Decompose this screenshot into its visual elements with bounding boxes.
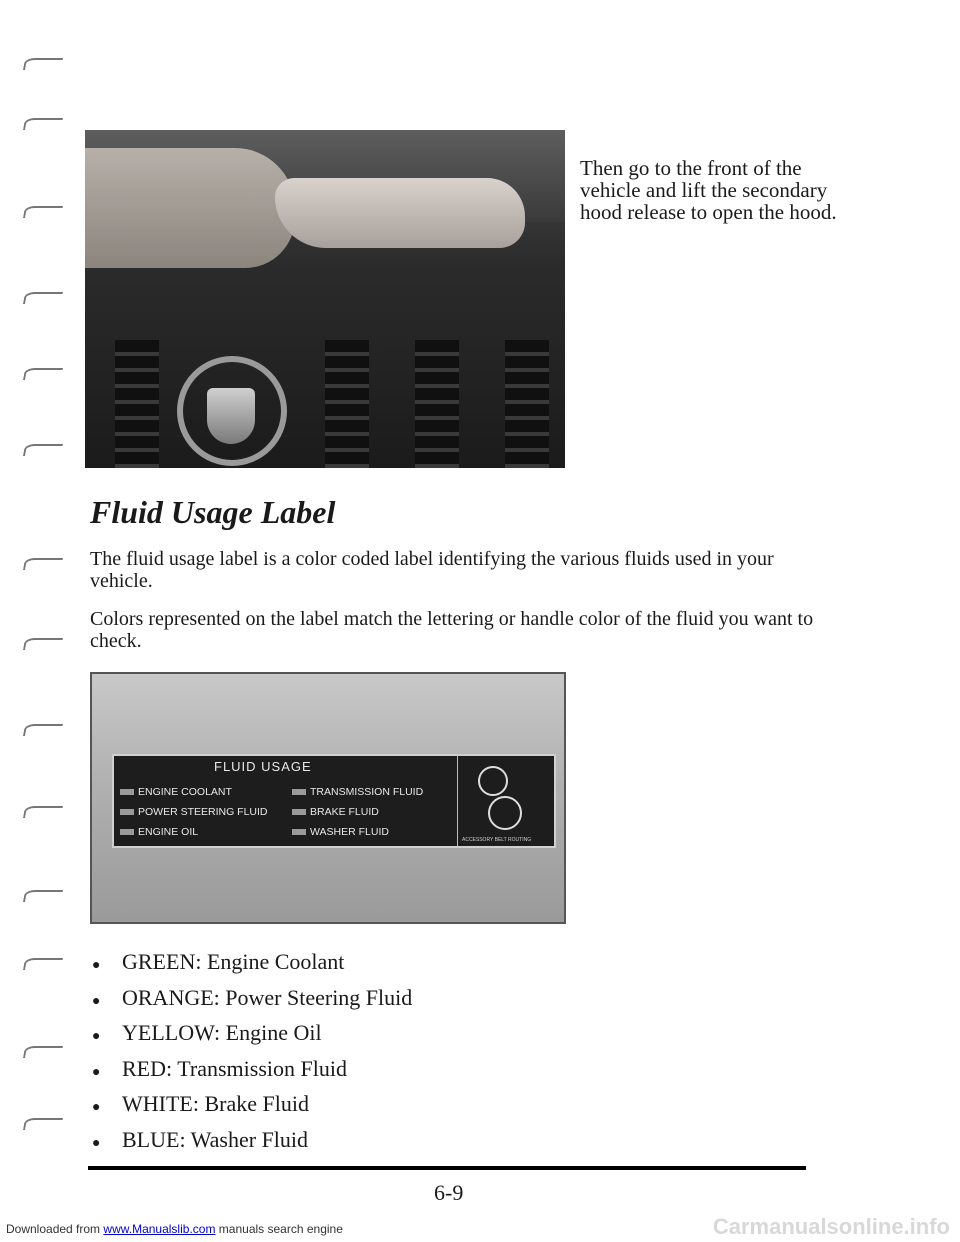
- download-note: Downloaded from www.Manualslib.com manuals search engine: [6, 1222, 343, 1236]
- bullet-icon: ●: [92, 958, 101, 973]
- margin-mark: [23, 890, 63, 902]
- watermark: Carmanualsonline.info: [712, 1214, 950, 1239]
- fluid-usage-decal: [112, 754, 556, 848]
- swatch-icon: [292, 789, 306, 795]
- hood-release-photo: [85, 130, 565, 468]
- margin-mark: [23, 444, 63, 456]
- swatch-icon: [292, 809, 306, 815]
- decal-right-column: [292, 782, 423, 842]
- list-item: ● GREEN: Engine Coolant: [92, 946, 692, 982]
- decal-entry: ENGINE COOLANT: [120, 782, 268, 802]
- grille-bar: [505, 340, 549, 468]
- paragraph-colors: Colors represented on the label match the lettering or handle color of the fluid you want to check.: [90, 608, 814, 652]
- margin-mark: [23, 958, 63, 970]
- pulley-icon: [478, 766, 508, 796]
- decal-title: FLUID USAGE: [214, 759, 312, 774]
- fluid-label-photo: [90, 672, 566, 924]
- list-item: ● YELLOW: Engine Oil: [92, 1017, 692, 1053]
- margin-mark: [23, 368, 63, 380]
- decal-entry: WASHER FLUID: [292, 822, 423, 842]
- bullet-icon: ●: [92, 1135, 101, 1151]
- paragraph-fluid-label: The fluid usage label is a color coded label identifying the various fluids used in your vehicle.: [90, 548, 774, 592]
- margin-mark: [23, 206, 63, 218]
- pulley-icon: [488, 796, 522, 830]
- list-item: ● RED: Transmission Fluid: [92, 1053, 692, 1089]
- margin-mark: [23, 724, 63, 736]
- grille-bar: [415, 340, 459, 468]
- fluid-color-list: [92, 946, 692, 1159]
- swatch-icon: [120, 829, 134, 835]
- margin-mark: [23, 558, 63, 570]
- grille-bar: [115, 340, 159, 468]
- margin-mark: [23, 292, 63, 304]
- margin-mark: [23, 1046, 63, 1058]
- list-item: ● ORANGE: Power Steering Fluid: [92, 982, 692, 1018]
- list-item: ● WHITE: Brake Fluid: [92, 1088, 692, 1124]
- section-heading: Fluid Usage Label: [90, 494, 336, 530]
- margin-mark: [23, 638, 63, 650]
- swatch-icon: [120, 809, 134, 815]
- grille-bar: [325, 340, 369, 468]
- footer-rule: [88, 1166, 806, 1170]
- page-number: 6-9: [434, 1180, 464, 1205]
- bullet-icon: ●: [92, 1064, 101, 1080]
- belt-routing-diagram: [457, 756, 554, 846]
- bullet-icon: ●: [92, 1100, 101, 1115]
- hand: [275, 178, 525, 248]
- diagram-caption: ACCESSORY BELT ROUTING: [462, 837, 532, 843]
- manualslib-link[interactable]: www.Manualslib.com: [103, 1222, 216, 1236]
- swatch-icon: [120, 789, 134, 795]
- decal-left-column: [120, 782, 268, 842]
- decal-entry: POWER STEERING FLUID: [120, 802, 268, 822]
- decal-entry: TRANSMISSION FLUID: [292, 782, 423, 802]
- margin-mark: [23, 58, 63, 70]
- bullet-icon: ●: [92, 1029, 101, 1044]
- swatch-icon: [292, 829, 306, 835]
- bullet-icon: ●: [92, 993, 101, 1009]
- sleeve: [85, 148, 295, 268]
- margin-mark: [23, 806, 63, 818]
- margin-mark: [23, 1118, 63, 1130]
- margin-mark: [23, 118, 63, 130]
- decal-entry: BRAKE FLUID: [292, 802, 423, 822]
- crest-emblem: [207, 388, 255, 444]
- intro-text: Then go to the front of the vehicle and lift the secondary hood release to open the hood.: [580, 156, 837, 224]
- decal-entry: ENGINE OIL: [120, 822, 268, 842]
- list-item: ● BLUE: Washer Fluid: [92, 1124, 692, 1160]
